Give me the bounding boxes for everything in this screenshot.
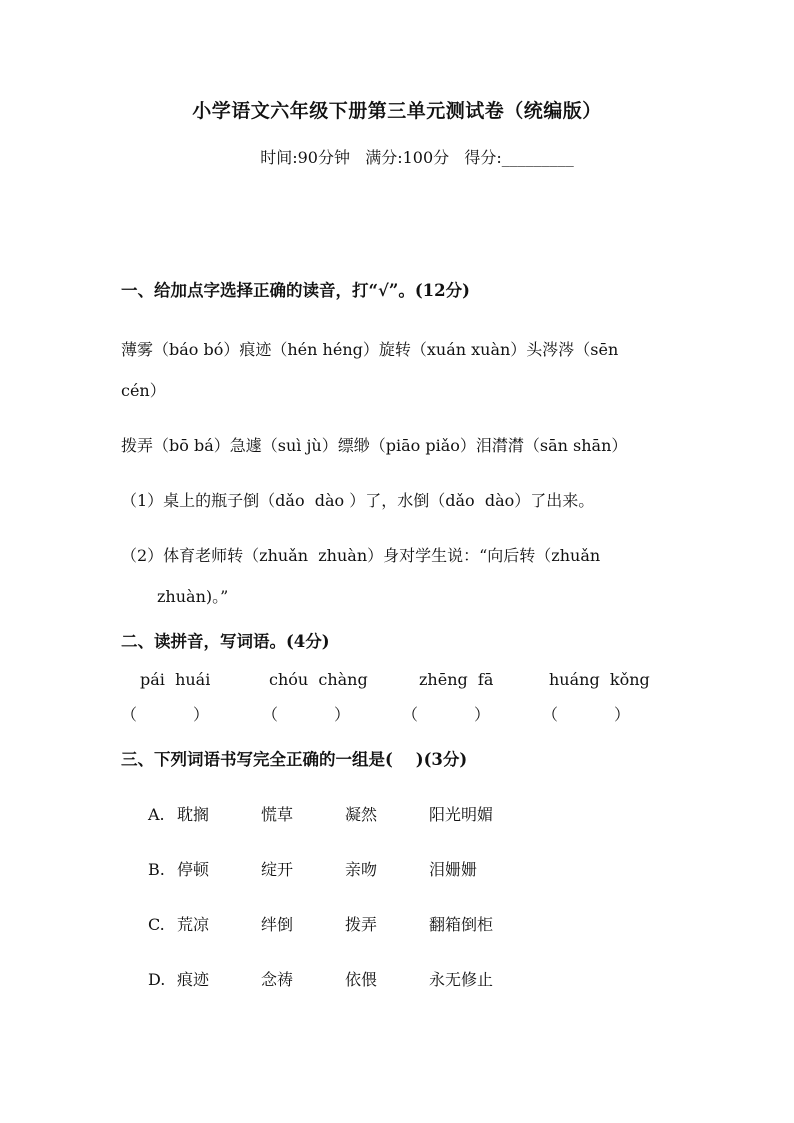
answer-blank-2[interactable]: （ ）	[262, 705, 350, 724]
answer-blank-3[interactable]: （ ）	[402, 705, 490, 724]
section1-line1a: 薄雾（báo bó）痕迹（hén héng）旋转（xuán xuàn）头涔涔（sēn	[121, 340, 619, 359]
option-word: 翻箱倒柜	[429, 915, 494, 934]
pinyin-2: chóu chàng	[269, 670, 368, 689]
option-word: 泪姗姗	[429, 860, 478, 879]
option-word: 绊倒	[261, 915, 294, 934]
option-word: 拨弄	[345, 915, 378, 934]
pinyin-1: pái huái	[140, 670, 211, 689]
section1-line1b: cén）	[121, 381, 166, 400]
option-word: 凝然	[345, 805, 378, 824]
option-word: 绽开	[261, 860, 294, 879]
section1-line4b: zhuàn)。”	[157, 587, 229, 606]
option-word: 荒凉	[177, 915, 210, 934]
section3-heading: 三、下列词语书写完全正确的一组是( )(3分)	[121, 750, 468, 769]
section1-line2: 拨弄（bō bá）急遽（suì jù）缥缈（piāo piǎo）泪潸潸（sān shān）	[121, 436, 628, 455]
section1-line3: （1）桌上的瓶子倒（dǎo dào ）了，水倒（dǎo dào）了出来。	[121, 491, 595, 510]
option-word: 阳光明媚	[429, 805, 494, 824]
option-word: 亲吻	[345, 860, 378, 879]
pinyin-3: zhēng fā	[419, 670, 494, 689]
option-word: 念祷	[261, 970, 294, 989]
option-label: A.	[148, 805, 165, 824]
exam-subtitle: 时间:90分钟 满分:100分 得分:_________	[260, 148, 574, 167]
option-word: 依偎	[345, 970, 378, 989]
option-label: B.	[148, 860, 165, 879]
exam-title: 小学语文六年级下册第三单元测试卷（统编版）	[192, 100, 602, 122]
pinyin-4: huáng kǒng	[549, 670, 650, 689]
option-word: 慌草	[261, 805, 294, 824]
section1-line4a: （2）体育老师转（zhuǎn zhuàn）身对学生说：“向后转（zhuǎn	[121, 546, 601, 565]
option-word: 停顿	[177, 860, 210, 879]
section2-heading: 二、读拼音，写词语。(4分)	[121, 632, 330, 651]
option-word: 永无修止	[429, 970, 494, 989]
section1-heading: 一、给加点字选择正确的读音，打“√”。(12分)	[121, 281, 470, 300]
option-word: 痕迹	[177, 970, 210, 989]
option-label: C.	[148, 915, 165, 934]
option-word: 耽搁	[177, 805, 210, 824]
answer-blank-1[interactable]: （ ）	[121, 705, 209, 724]
option-label: D.	[148, 970, 166, 989]
answer-blank-4[interactable]: （ ）	[542, 705, 630, 724]
